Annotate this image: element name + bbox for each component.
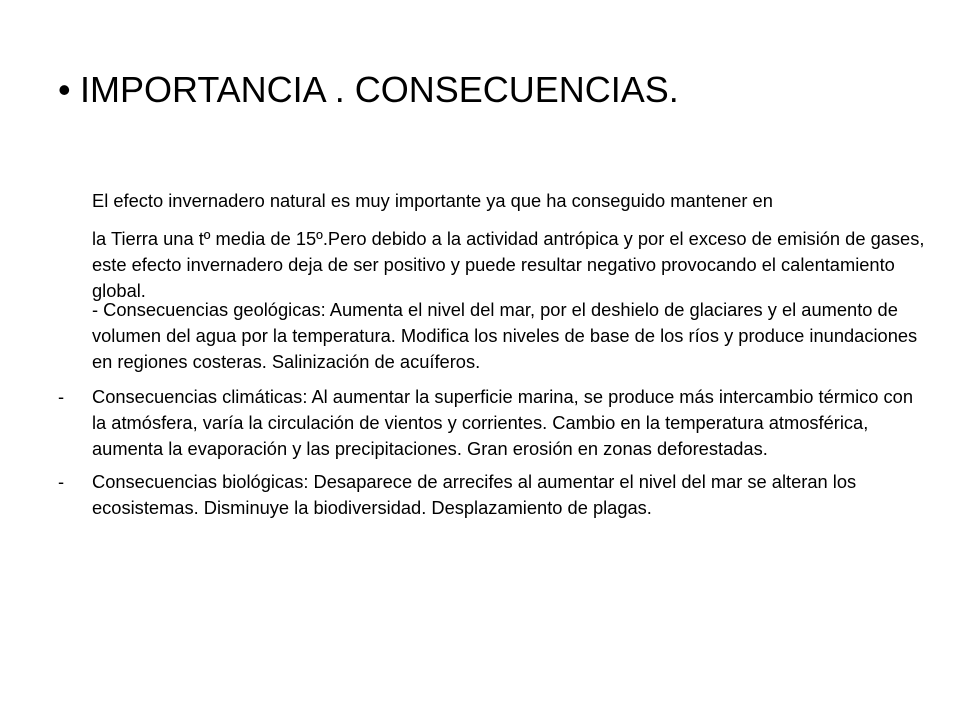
- list-item: [58, 384, 932, 462]
- slide-title: [58, 68, 679, 112]
- intro-paragraph-line-1: El efecto invernadero natural es muy importante ya que ha conseguido mantener en: [92, 190, 773, 211]
- list-dash: -: [58, 471, 65, 492]
- intro-paragraph-continued: la Tierra una tº media de 15º.Pero debido a la actividad antrópica y por el exceso de emisión de gases, este efecto invernadero deja de ser positivo y puede resultar negativo provocando el calentamiento global.: [92, 228, 925, 301]
- title-text: IMPORTANCIA . CONSECUENCIAS.: [80, 69, 679, 110]
- list-item: [58, 469, 932, 521]
- climatic-consequences-text: Consecuencias climáticas: Al aumentar la superficie marina, se produce más intercambio térmico con la atmósfera, varía la circulación de vientos y corrientes. Cambio en la temperatura atmosférica, aumenta la evaporación y las precipitaciones. Gran erosión en zonas deforestadas.: [92, 386, 913, 459]
- consequences-list: [58, 384, 932, 521]
- biological-consequences-text: Consecuencias biológicas: Desaparece de arrecifes al aumentar el nivel del mar se alteran los ecosistemas. Disminuye la biodiversidad. Desplazamiento de plagas.: [92, 471, 857, 518]
- geological-consequences-paragraph: - Consecuencias geológicas: Aumenta el nivel del mar, por el deshielo de glaciares y el aumento de volumen del agua por la temperatura. Modifica los niveles de base de los ríos y produce inundaciones en regiones costeras. Salinización de acuíferos.: [92, 299, 918, 372]
- list-dash: -: [58, 386, 65, 407]
- title-bullet: •: [58, 69, 71, 110]
